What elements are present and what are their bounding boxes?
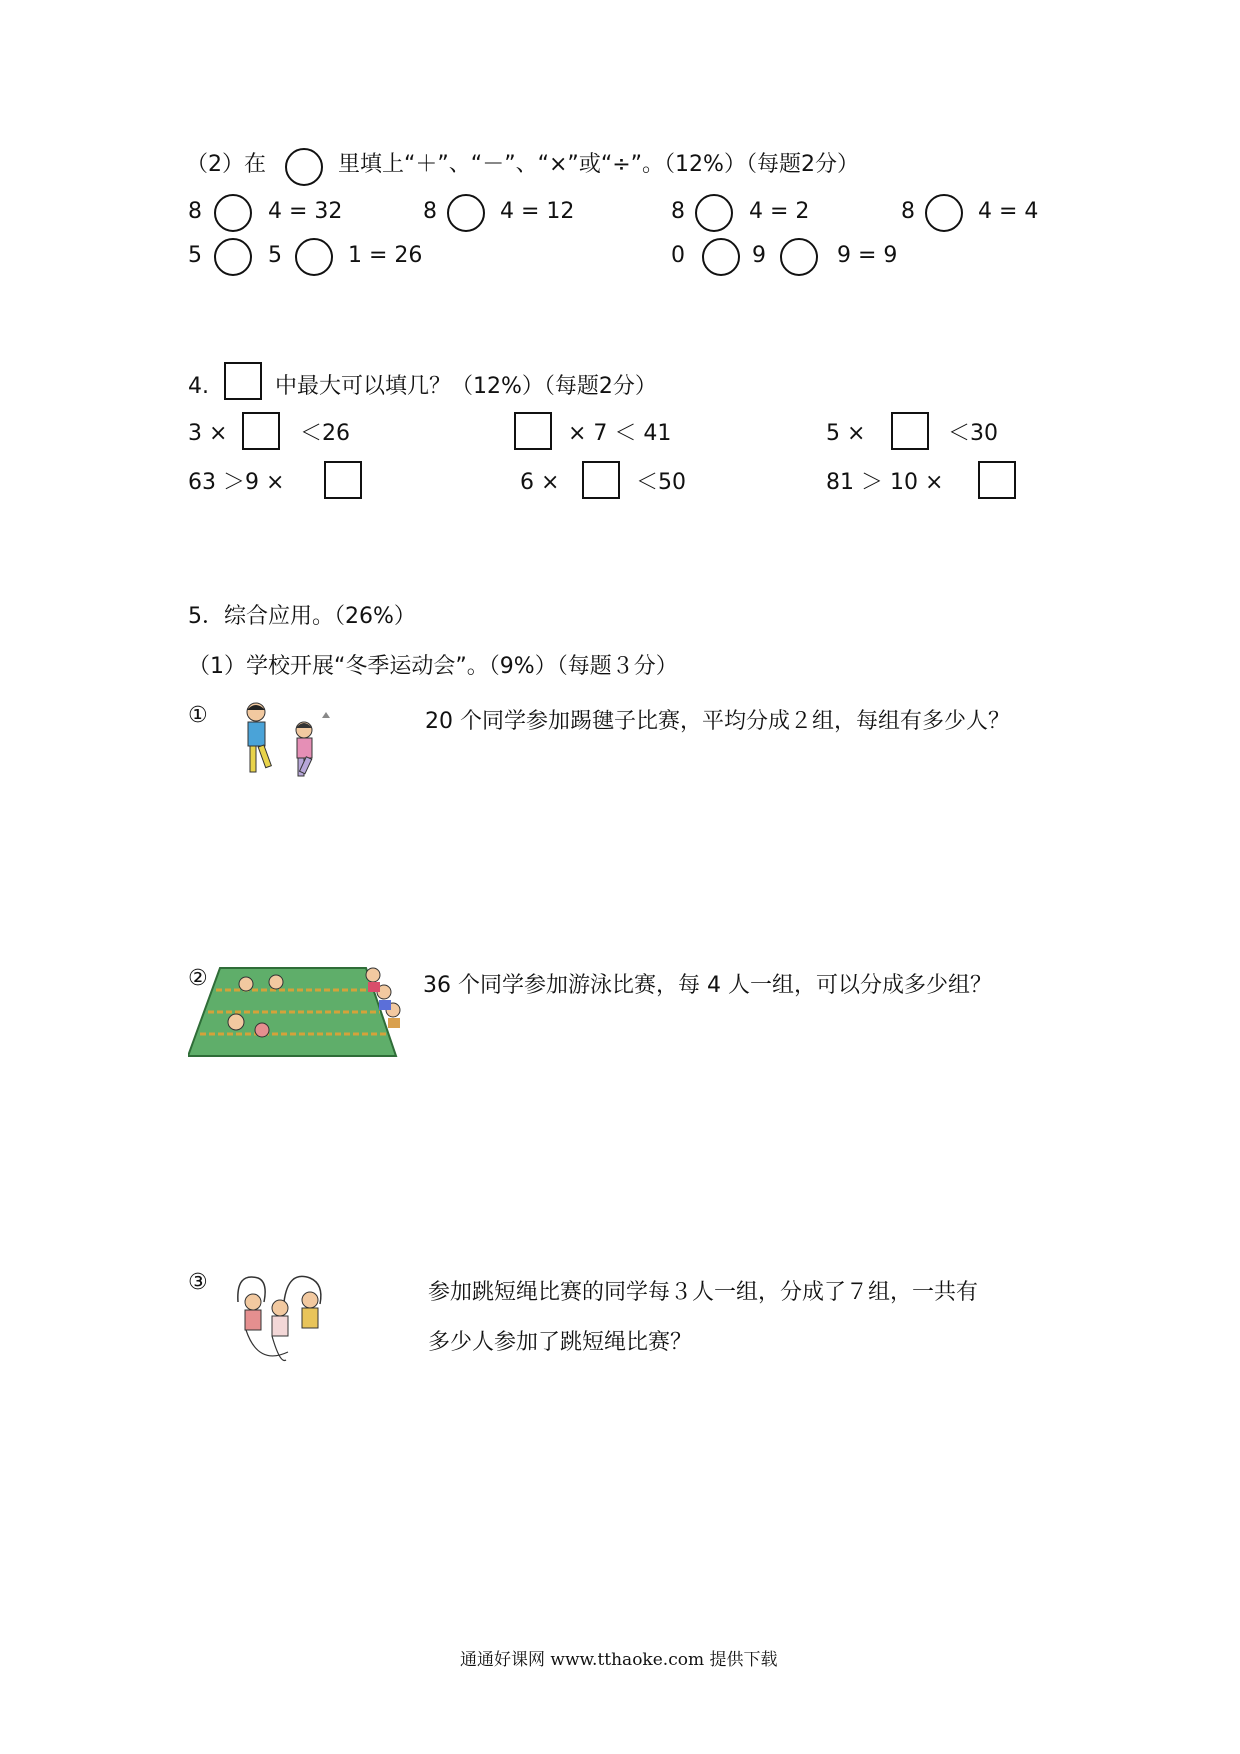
sec4-r2-a-box[interactable] (324, 461, 362, 499)
q3-marker: ③ (188, 1270, 208, 1295)
eq-b-circle[interactable] (447, 194, 485, 232)
eq-f-circle-2[interactable] (780, 238, 818, 276)
jump-rope-kids-illustration (228, 1272, 338, 1367)
q2-marker: ② (188, 966, 208, 991)
sec5-sub1: （1）学校开展“冬季运动会”。（9%）（每题３分） (188, 654, 678, 679)
q1-text: 20 个同学参加踢毽子比赛，平均分成２组，每组有多少人？ (425, 709, 1010, 734)
eq-d-left: 8 (901, 199, 915, 224)
answer-circle-example (285, 148, 323, 186)
eq-f-right: 9 = 9 (837, 243, 898, 268)
sec4-r1-a-left: 3 × (188, 421, 228, 446)
sec4-r1-c-box[interactable] (891, 412, 929, 450)
sec4-title: 中最大可以填几？（12%）（每题2分） (275, 374, 657, 399)
page-footer: 通通好课网 www.tthaoke.com 提供下载 (460, 1650, 778, 1670)
eq-d-right: 4 = 4 (978, 199, 1039, 224)
eq-c-right: 4 = 2 (749, 199, 810, 224)
sec4-r1-c-left: 5 × (826, 421, 866, 446)
sec4-r1-a-right: ＜26 (300, 421, 350, 446)
eq-c-left: 8 (671, 199, 685, 224)
sec4-r2-c-box[interactable] (978, 461, 1016, 499)
sec4-r1-b-box[interactable] (514, 412, 552, 450)
eq-e-left: 5 (188, 243, 202, 268)
sec4-number: 4. (188, 374, 209, 399)
eq-d-circle[interactable] (925, 194, 963, 232)
sec3-2-prefix: （2）在 (186, 152, 266, 177)
eq-f-circle-1[interactable] (702, 238, 740, 276)
sec4-r2-b-left: 6 × (520, 470, 560, 495)
eq-e-circle-2[interactable] (295, 238, 333, 276)
sec4-r1-c-right: ＜30 (948, 421, 998, 446)
eq-f-left: 0 (671, 243, 685, 268)
q3-text-line1: 参加跳短绳比赛的同学每３人一组，分成了７组，一共有 (428, 1280, 979, 1305)
sec4-r2-a-left: 63 ＞9 × (188, 470, 285, 495)
eq-b-right: 4 = 12 (500, 199, 575, 224)
eq-e-right: 1 = 26 (348, 243, 423, 268)
sec4-r2-b-right: ＜50 (636, 470, 686, 495)
eq-e-circle-1[interactable] (214, 238, 252, 276)
q1-marker: ① (188, 703, 208, 728)
shuttlecock-kids-illustration (226, 698, 336, 783)
eq-f-mid: 9 (752, 243, 766, 268)
eq-e-mid: 5 (268, 243, 282, 268)
sec3-2-instructions: 里填上“＋”、“－”、“×”或“÷”。（12%）（每题2分） (338, 152, 859, 177)
sec4-example-box (224, 362, 262, 400)
eq-b-left: 8 (423, 199, 437, 224)
eq-a-circle[interactable] (214, 194, 252, 232)
sec4-r2-b-box[interactable] (582, 461, 620, 499)
sec4-r1-a-box[interactable] (242, 412, 280, 450)
q3-text-line2: 多少人参加了跳短绳比赛？ (428, 1330, 693, 1355)
q2-text: 36 个同学参加游泳比赛，每 4 人一组，可以分成多少组？ (423, 973, 992, 998)
eq-a-right: 4 = 32 (268, 199, 343, 224)
sec5-title: 5．综合应用。（26%） (188, 604, 416, 629)
swimming-pool-illustration (188, 960, 408, 1060)
eq-c-circle[interactable] (695, 194, 733, 232)
sec4-r1-b-right: × 7 ＜ 41 (568, 421, 672, 446)
eq-a-left: 8 (188, 199, 202, 224)
sec4-r2-c-left: 81 ＞ 10 × (826, 470, 944, 495)
